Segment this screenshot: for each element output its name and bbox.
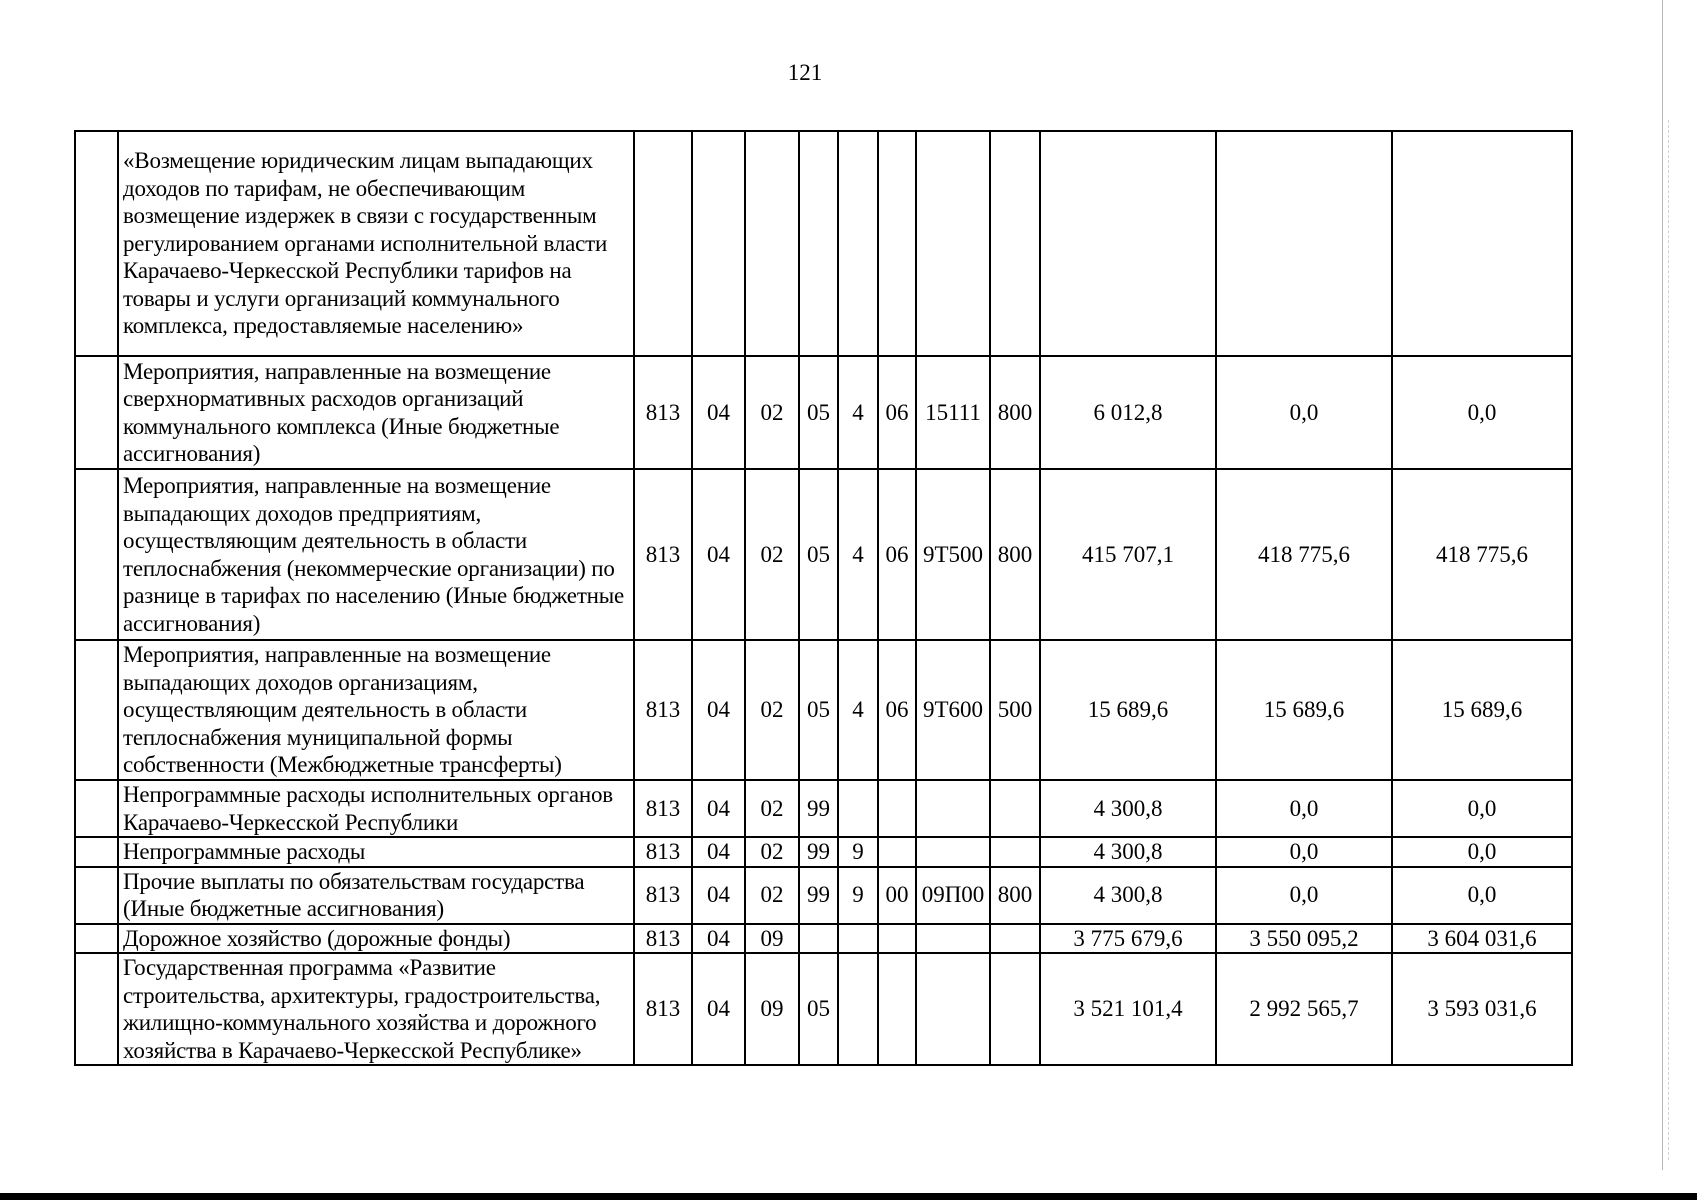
expense-type-code-cell: 800 [990, 469, 1040, 640]
item-name-cell: Мероприятия, направленные на возмещение сверхнормативных расходов организаций коммунального комплекса (Иные бюджетные ассигнования) [118, 356, 634, 469]
event-code-cell [878, 924, 916, 954]
subprogram-code-cell: 9 [838, 867, 878, 924]
amount-year-3-cell: 418 775,6 [1392, 469, 1572, 640]
amount-year-3-cell: 3 604 031,6 [1392, 924, 1572, 954]
admin-code-cell: 813 [634, 953, 692, 1065]
expense-type-code-cell [990, 924, 1040, 954]
section-code-cell: 04 [692, 780, 745, 837]
expense-type-code-cell: 500 [990, 640, 1040, 780]
amount-year-3-cell: 0,0 [1392, 837, 1572, 867]
event-code-cell [878, 953, 916, 1065]
amount-year-1-cell: 415 707,1 [1040, 469, 1216, 640]
admin-code-cell: 813 [634, 924, 692, 954]
amount-year-2-cell: 0,0 [1216, 837, 1392, 867]
row-number-cell [75, 640, 118, 780]
subprogram-code-cell [838, 953, 878, 1065]
row-number-cell [75, 780, 118, 837]
section-code-cell: 04 [692, 640, 745, 780]
table-row [75, 469, 1572, 640]
expense-type-code-cell: 800 [990, 356, 1040, 469]
table-row [75, 131, 1572, 356]
row-number-cell [75, 953, 118, 1065]
direction-code-cell [916, 924, 990, 954]
table-row [75, 867, 1572, 924]
subsection-code-cell: 02 [745, 867, 799, 924]
direction-code-cell [916, 131, 990, 356]
program-code-cell: 05 [799, 953, 838, 1065]
amount-year-2-cell: 2 992 565,7 [1216, 953, 1392, 1065]
expense-type-code-cell: 800 [990, 867, 1040, 924]
section-code-cell: 04 [692, 356, 745, 469]
item-name-cell: Мероприятия, направленные на возмещение выпадающих доходов организациям, осуществляющим деятельность в области теплоснабжения муниципальной формы собственности (Межбюджетные трансферты) [118, 640, 634, 780]
section-code-cell: 04 [692, 469, 745, 640]
event-code-cell [878, 837, 916, 867]
event-code-cell: 06 [878, 469, 916, 640]
subprogram-code-cell: 9 [838, 837, 878, 867]
direction-code-cell [916, 837, 990, 867]
subsection-code-cell: 02 [745, 837, 799, 867]
amount-year-3-cell [1392, 131, 1572, 356]
subprogram-code-cell: 4 [838, 640, 878, 780]
budget-table-body [75, 131, 1572, 1065]
subsection-code-cell: 09 [745, 924, 799, 954]
subprogram-code-cell: 4 [838, 356, 878, 469]
admin-code-cell: 813 [634, 867, 692, 924]
amount-year-2-cell: 0,0 [1216, 356, 1392, 469]
subsection-code-cell: 02 [745, 356, 799, 469]
subsection-code-cell: 02 [745, 640, 799, 780]
program-code-cell: 05 [799, 356, 838, 469]
subsection-code-cell: 02 [745, 469, 799, 640]
program-code-cell: 05 [799, 469, 838, 640]
subsection-code-cell [745, 131, 799, 356]
admin-code-cell: 813 [634, 837, 692, 867]
direction-code-cell: 9Т600 [916, 640, 990, 780]
amount-year-3-cell: 3 593 031,6 [1392, 953, 1572, 1065]
amount-year-1-cell: 3 775 679,6 [1040, 924, 1216, 954]
event-code-cell [878, 131, 916, 356]
program-code-cell: 99 [799, 837, 838, 867]
direction-code-cell [916, 780, 990, 837]
amount-year-1-cell: 4 300,8 [1040, 867, 1216, 924]
admin-code-cell: 813 [634, 780, 692, 837]
admin-code-cell: 813 [634, 356, 692, 469]
item-name-cell: «Возмещение юридическим лицам выпадающих доходов по тарифам, не обеспечивающим возмещение издержек в связи с государственным регулированием органами исполнительной власти Карачаево-Черкесской Республики тарифов на товары и услуги организаций коммунального комплекса, предоставляемые населению» [118, 131, 634, 356]
amount-year-1-cell: 4 300,8 [1040, 780, 1216, 837]
row-number-cell [75, 924, 118, 954]
scan-margin-line-dashed [1668, 120, 1669, 1160]
page-number: 121 [787, 60, 823, 85]
subsection-code-cell: 02 [745, 780, 799, 837]
expense-type-code-cell [990, 131, 1040, 356]
item-name-cell: Непрограммные расходы исполнительных органов Карачаево-Черкесской Республики [118, 780, 634, 837]
amount-year-1-cell: 4 300,8 [1040, 837, 1216, 867]
event-code-cell: 06 [878, 640, 916, 780]
section-code-cell [692, 131, 745, 356]
row-number-cell [75, 131, 118, 356]
expense-type-code-cell [990, 953, 1040, 1065]
event-code-cell: 00 [878, 867, 916, 924]
direction-code-cell: 15111 [916, 356, 990, 469]
admin-code-cell: 813 [634, 469, 692, 640]
row-number-cell [75, 867, 118, 924]
admin-code-cell [634, 131, 692, 356]
program-code-cell [799, 924, 838, 954]
admin-code-cell: 813 [634, 640, 692, 780]
amount-year-2-cell: 0,0 [1216, 867, 1392, 924]
amount-year-1-cell: 3 521 101,4 [1040, 953, 1216, 1065]
event-code-cell [878, 780, 916, 837]
table-row [75, 356, 1572, 469]
section-code-cell: 04 [692, 837, 745, 867]
amount-year-2-cell: 418 775,6 [1216, 469, 1392, 640]
section-code-cell: 04 [692, 953, 745, 1065]
amount-year-3-cell: 0,0 [1392, 780, 1572, 837]
subsection-code-cell: 09 [745, 953, 799, 1065]
subprogram-code-cell [838, 131, 878, 356]
amount-year-2-cell [1216, 131, 1392, 356]
amount-year-1-cell: 6 012,8 [1040, 356, 1216, 469]
budget-table [74, 130, 1573, 1066]
scan-margin-line [1662, 0, 1663, 1170]
program-code-cell: 05 [799, 640, 838, 780]
table-row [75, 837, 1572, 867]
direction-code-cell: 9Т500 [916, 469, 990, 640]
item-name-cell: Государственная программа «Развитие строительства, архитектуры, градостроительства, жилищно-коммунального хозяйства и дорожного хозяйства в Карачаево-Черкесской Республике» [118, 953, 634, 1065]
amount-year-2-cell: 3 550 095,2 [1216, 924, 1392, 954]
table-row [75, 953, 1572, 1065]
program-code-cell [799, 131, 838, 356]
amount-year-2-cell: 0,0 [1216, 780, 1392, 837]
amount-year-3-cell: 0,0 [1392, 867, 1572, 924]
item-name-cell: Дорожное хозяйство (дорожные фонды) [118, 924, 634, 954]
direction-code-cell [916, 953, 990, 1065]
event-code-cell: 06 [878, 356, 916, 469]
amount-year-3-cell: 0,0 [1392, 356, 1572, 469]
row-number-cell [75, 469, 118, 640]
subprogram-code-cell: 4 [838, 469, 878, 640]
program-code-cell: 99 [799, 780, 838, 837]
amount-year-1-cell [1040, 131, 1216, 356]
section-code-cell: 04 [692, 924, 745, 954]
table-row [75, 780, 1572, 837]
table-row [75, 640, 1572, 780]
subprogram-code-cell [838, 780, 878, 837]
item-name-cell: Непрограммные расходы [118, 837, 634, 867]
direction-code-cell: 09П00 [916, 867, 990, 924]
table-row [75, 924, 1572, 954]
expense-type-code-cell [990, 780, 1040, 837]
subprogram-code-cell [838, 924, 878, 954]
amount-year-2-cell: 15 689,6 [1216, 640, 1392, 780]
amount-year-1-cell: 15 689,6 [1040, 640, 1216, 780]
section-code-cell: 04 [692, 867, 745, 924]
item-name-cell: Прочие выплаты по обязательствам государства (Иные бюджетные ассигнования) [118, 867, 634, 924]
row-number-cell [75, 356, 118, 469]
expense-type-code-cell [990, 837, 1040, 867]
amount-year-3-cell: 15 689,6 [1392, 640, 1572, 780]
scan-bottom-edge [0, 1193, 1697, 1200]
item-name-cell: Мероприятия, направленные на возмещение выпадающих доходов предприятиям, осуществляющим деятельность в области теплоснабжения (некоммерческие организации) по разнице в тарифах по населению (Иные бюджетные ассигнования) [118, 469, 634, 640]
program-code-cell: 99 [799, 867, 838, 924]
row-number-cell [75, 837, 118, 867]
